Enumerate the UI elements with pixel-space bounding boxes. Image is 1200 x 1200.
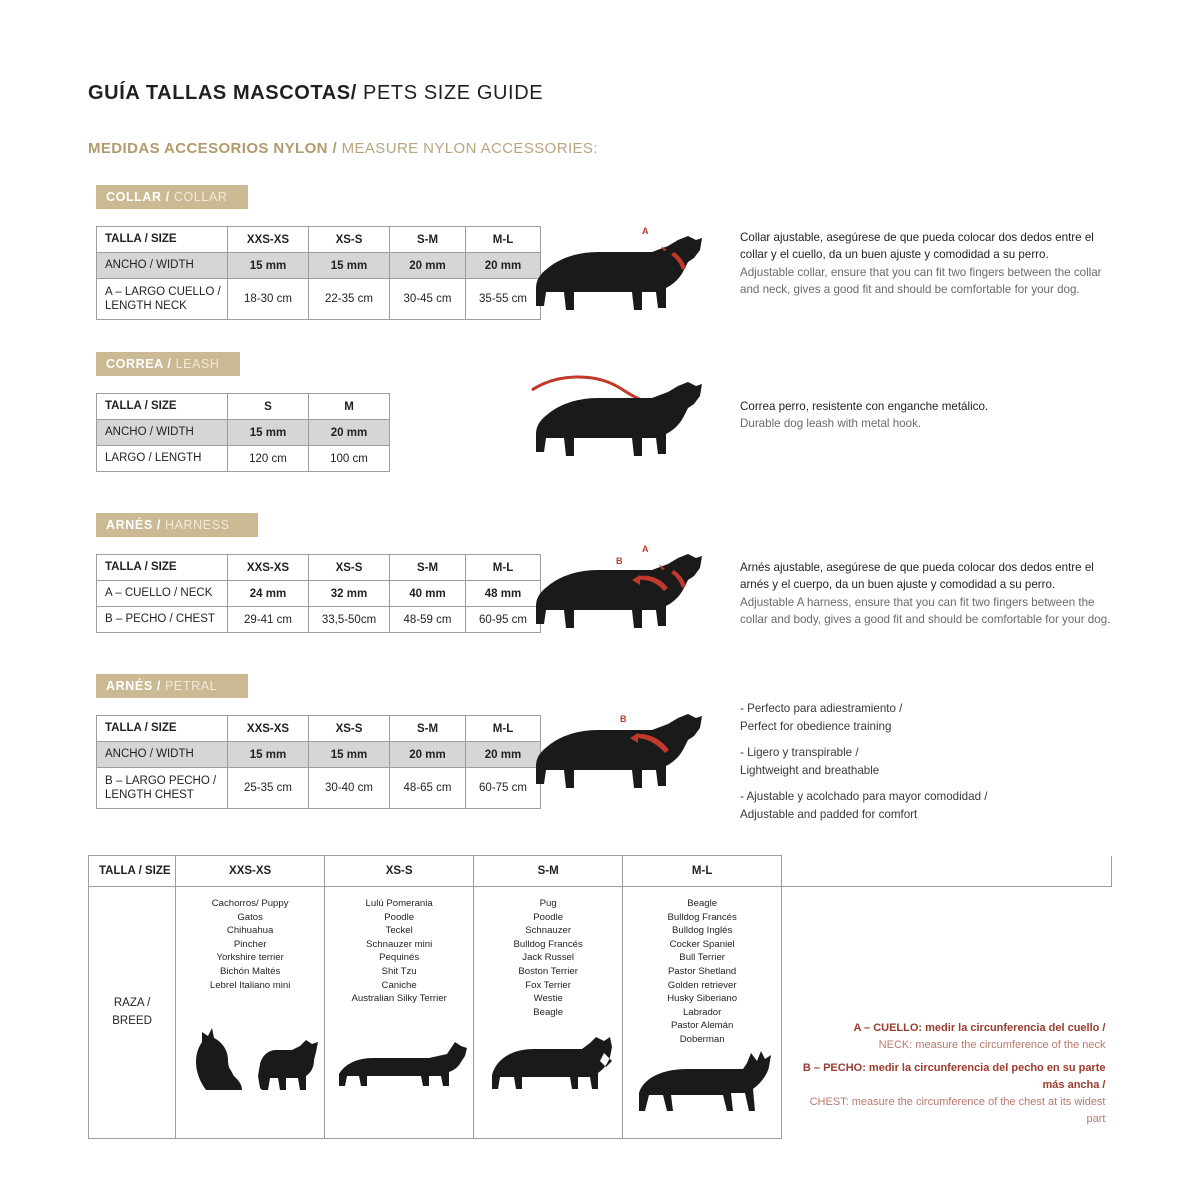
breed-name: Pequinés: [379, 952, 420, 964]
breed-cell: [176, 887, 325, 1139]
table-cell: 20 mm: [390, 253, 466, 279]
bullet-item-en: Adjustable and padded for comfort: [740, 807, 918, 821]
table-cell: 15 mm: [228, 742, 309, 768]
breed-list-m-l: [627, 897, 777, 1047]
breed-list-xxs-xs: [180, 897, 320, 992]
page-title-en: PETS SIZE GUIDE: [356, 82, 544, 104]
table-row: [97, 420, 390, 446]
breed-cell: [325, 887, 474, 1139]
bullet-item: [740, 744, 1100, 780]
bullet-list-petral: [740, 700, 1100, 824]
description-collar: [740, 229, 1115, 299]
silhouette-group-m-l: [627, 1049, 777, 1115]
table-row-label: B – LARGO PECHO / LENGTH CHEST: [97, 768, 228, 809]
table-cell: 20 mm: [466, 253, 541, 279]
table-header-cell: XXS-XS: [228, 227, 309, 253]
silhouette-group-xxs-xs: [180, 1024, 320, 1092]
breed-name: Jack Russel: [522, 952, 574, 964]
page-subtitle: [88, 140, 598, 157]
table-row-label: ANCHO / WIDTH: [97, 420, 228, 446]
table-cell: 30-40 cm: [309, 768, 390, 809]
breed-name: Gatos: [237, 911, 263, 923]
footnote-en: NECK: measure the circumference of the neck: [878, 1039, 1106, 1052]
breed-name: Pug: [539, 898, 557, 909]
section-tag-harness-en: HARNESS: [160, 518, 230, 532]
bullet-item-en: Perfect for obedience training: [740, 719, 892, 733]
breed-name: Pastor Alemán: [670, 1020, 734, 1032]
section-tag-leash: [96, 352, 240, 376]
table-header-cell: TALLA / SIZE: [97, 227, 228, 253]
breed-name: Husky Siberiano: [667, 993, 738, 1005]
footnote-es: B – PECHO: medir la circunferencia del pecho en su parte más ancha /: [802, 1062, 1106, 1092]
table-cell: 32 mm: [309, 581, 390, 607]
breed-name: Poodle: [533, 911, 564, 923]
bullet-item: [740, 788, 1100, 824]
table-header-cell: M-L: [623, 856, 782, 887]
table-row: [97, 394, 390, 420]
table-header-cell: S-M: [390, 227, 466, 253]
breed-name: Cocker Spaniel: [669, 938, 735, 950]
bullet-item: [740, 700, 1100, 736]
table-blank-cell: [782, 856, 1112, 887]
section-tag-collar: [96, 185, 248, 209]
section-tag-collar-es: COLLAR /: [106, 190, 170, 204]
page-subtitle-en: MEASURE NYLON ACCESSORIES:: [337, 140, 598, 157]
breed-name: Australian Silky Terrier: [351, 993, 447, 1005]
table-cell: 15 mm: [228, 253, 309, 279]
breed-list-xs-s: [329, 897, 469, 1006]
table-cell: 40 mm: [390, 581, 466, 607]
table-header-cell: XXS-XS: [228, 716, 309, 742]
section-tag-petral: [96, 674, 248, 698]
breed-name: Cachorros/ Puppy: [211, 898, 289, 909]
table-row-label: B – PECHO / CHEST: [97, 607, 228, 633]
footnote-item: [788, 1060, 1105, 1128]
table-cell: 24 mm: [228, 581, 309, 607]
table-cell: 120 cm: [228, 446, 309, 472]
breed-row-label: RAZA / BREED: [112, 997, 152, 1027]
description-harness-en: Adjustable A harness, ensure that you can fit two fingers between the collar and body, gives a good fit and should be comfortable for your dog.: [740, 595, 1111, 627]
description-collar-es: Collar ajustable, asegúrese de que pueda colocar dos dedos entre el collar y el cuello, da un buen ajuste y comodidad a su perro.: [740, 231, 1094, 262]
table-cell: 33,5-50cm: [309, 607, 390, 633]
page-subtitle-es: MEDIDAS ACCESORIOS NYLON /: [88, 140, 338, 157]
footnote-cell: [782, 887, 1112, 1139]
table-row: [89, 887, 1112, 1139]
table-row-label: A – CUELLO / NECK: [97, 581, 228, 607]
dog-silhouette-collar: [528, 222, 708, 322]
page-title-es: GUÍA TALLAS MASCOTAS/: [88, 82, 357, 104]
description-harness: [740, 559, 1115, 629]
breed-name: Teckel: [385, 925, 413, 937]
table-header-cell: XXS-XS: [176, 856, 325, 887]
breed-name: Boston Terrier: [518, 966, 578, 978]
dog-silhouette-harness: [528, 540, 708, 640]
table-row-label: ANCHO / WIDTH: [97, 742, 228, 768]
breed-name: Labrador: [682, 1006, 722, 1018]
section-tag-collar-en: COLLAR: [169, 190, 228, 204]
breed-name: Lulú Pomerania: [365, 898, 433, 909]
table-cell: 35-55 cm: [466, 279, 541, 320]
breed-name: Westie: [533, 993, 563, 1005]
bullet-item-es: - Perfecto para adiestramiento /: [740, 702, 903, 715]
section-tag-harness-es: ARNÉS /: [106, 518, 161, 532]
dog-silhouette-leash: [528, 368, 708, 468]
table-row: [97, 607, 541, 633]
measure-label-petral-b: B: [620, 714, 627, 724]
table-cell: 60-75 cm: [466, 768, 541, 809]
table-cell: 29-41 cm: [228, 607, 309, 633]
table-header-cell: XS-S: [325, 856, 474, 887]
table-cell: 25-35 cm: [228, 768, 309, 809]
table-row-label: LARGO / LENGTH: [97, 446, 228, 472]
breed-name: Poodle: [384, 911, 415, 923]
table-cell: 60-95 cm: [466, 607, 541, 633]
table-header-cell: XXS-XS: [228, 555, 309, 581]
table-collar: [96, 226, 541, 320]
breed-cell: [623, 887, 782, 1139]
breed-list-s-m: [478, 897, 618, 1019]
table-header-cell: S-M: [390, 716, 466, 742]
breed-name: Pincher: [233, 938, 267, 950]
footnote-es: A – CUELLO: medir la circunferencia del cuello /: [853, 1022, 1106, 1035]
breed-name: Bichón Maltés: [220, 966, 281, 978]
section-tag-harness: [96, 513, 258, 537]
breed-name: Schnauzer: [525, 925, 572, 937]
page-title: [88, 82, 543, 105]
table-header-cell: TALLA / SIZE: [97, 555, 228, 581]
breed-name: Bulldog Francés: [667, 911, 737, 923]
description-collar-en: Adjustable collar, ensure that you can fit two fingers between the collar and neck, gives a good fit and should be comfortable for your dog.: [740, 265, 1102, 297]
table-row: [97, 279, 541, 320]
breed-name: Chihuahua: [226, 925, 274, 937]
section-tag-petral-en: PETRAL: [160, 679, 218, 693]
dog-silhouette-petral: [528, 700, 708, 800]
breed-name: Caniche: [381, 979, 417, 991]
table-row: [97, 253, 541, 279]
breed-name: Shit Tzu: [381, 966, 417, 978]
measure-label-harness-a: A: [642, 544, 649, 554]
table-petral: [96, 715, 541, 809]
breed-name: Beagle: [533, 1006, 564, 1018]
breed-name: Yorkshire terrier: [216, 952, 284, 964]
bullet-item-en: Lightweight and breathable: [740, 763, 880, 777]
table-header-cell: XS-S: [309, 716, 390, 742]
table-cell: 48-59 cm: [390, 607, 466, 633]
table-header-cell: M-L: [466, 555, 541, 581]
table-header-cell: M: [309, 394, 390, 420]
table-row-label: A – LARGO CUELLO / LENGTH NECK: [97, 279, 228, 320]
table-cell: 48-65 cm: [390, 768, 466, 809]
table-header-cell: S-M: [474, 856, 623, 887]
footnote-en: CHEST: measure the circumference of the chest at its widest part: [809, 1096, 1106, 1126]
table-row: [97, 555, 541, 581]
table-row: [97, 716, 541, 742]
table-cell: 100 cm: [309, 446, 390, 472]
table-row-label: [89, 887, 176, 1139]
table-row: [97, 742, 541, 768]
table-header-cell: XS-S: [309, 555, 390, 581]
bullet-item-es: - Ligero y transpirable /: [740, 745, 859, 759]
section-tag-petral-es: ARNÉS /: [106, 679, 161, 693]
breed-name: Beagle: [687, 898, 718, 909]
table-cell: 20 mm: [466, 742, 541, 768]
description-leash-en: Durable dog leash with metal hook.: [740, 417, 922, 431]
table-header-cell: TALLA / SIZE: [97, 394, 228, 420]
table-row: [97, 227, 541, 253]
table-header-cell: M-L: [466, 716, 541, 742]
measure-label-collar-a: A: [642, 226, 649, 236]
breed-name: Pastor Shetland: [668, 966, 737, 978]
breed-name: Golden retriever: [667, 979, 737, 991]
description-leash: [740, 398, 1115, 433]
table-cell: 48 mm: [466, 581, 541, 607]
table-header-cell: TALLA / SIZE: [89, 856, 176, 887]
silhouette-group-xs-s: [329, 1028, 469, 1088]
footnote-item: [788, 1020, 1105, 1054]
table-header-cell: S: [228, 394, 309, 420]
table-row: [97, 581, 541, 607]
footnotes: [788, 1020, 1105, 1128]
section-tag-leash-en: LEASH: [171, 357, 220, 371]
breed-name: Fox Terrier: [525, 979, 571, 991]
table-cell: 18-30 cm: [228, 279, 309, 320]
table-cell: 22-35 cm: [309, 279, 390, 320]
table-header-cell: M-L: [466, 227, 541, 253]
bullet-item-es: - Ajustable y acolchado para mayor comodidad /: [740, 789, 988, 803]
section-tag-leash-es: CORREA /: [106, 357, 172, 371]
table-cell: 20 mm: [309, 420, 390, 446]
breed-name: Doberman: [679, 1034, 725, 1046]
table-cell: 15 mm: [228, 420, 309, 446]
table-harness: [96, 554, 541, 633]
table-row: [89, 856, 1112, 887]
table-leash: [96, 393, 390, 472]
table-cell: 15 mm: [309, 253, 390, 279]
description-harness-es: Arnés ajustable, asegúrese de que pueda colocar dos dedos entre el arnés y el cuerpo, da un buen ajuste y comodidad a su perro.: [740, 561, 1094, 592]
measure-label-harness-b: B: [616, 556, 623, 566]
table-cell: 15 mm: [309, 742, 390, 768]
breed-name: Lebrel Italiano mini: [209, 979, 291, 991]
table-breeds: [88, 855, 1112, 1139]
breed-name: Bulldog Francés: [513, 938, 583, 950]
table-header-cell: TALLA / SIZE: [97, 716, 228, 742]
table-row: [97, 768, 541, 809]
table-header-cell: XS-S: [309, 227, 390, 253]
breed-name: Schnauzer mini: [366, 938, 433, 950]
table-row: [97, 446, 390, 472]
silhouette-group-s-m: [478, 1027, 618, 1093]
breed-name: Bulldog Inglés: [672, 925, 733, 937]
table-cell: 20 mm: [390, 742, 466, 768]
breed-cell: [474, 887, 623, 1139]
table-row-label: ANCHO / WIDTH: [97, 253, 228, 279]
table-cell: 30-45 cm: [390, 279, 466, 320]
table-header-cell: S-M: [390, 555, 466, 581]
breed-name: Bull Terrier: [679, 952, 725, 964]
description-leash-es: Correa perro, resistente con enganche metálico.: [740, 400, 989, 413]
